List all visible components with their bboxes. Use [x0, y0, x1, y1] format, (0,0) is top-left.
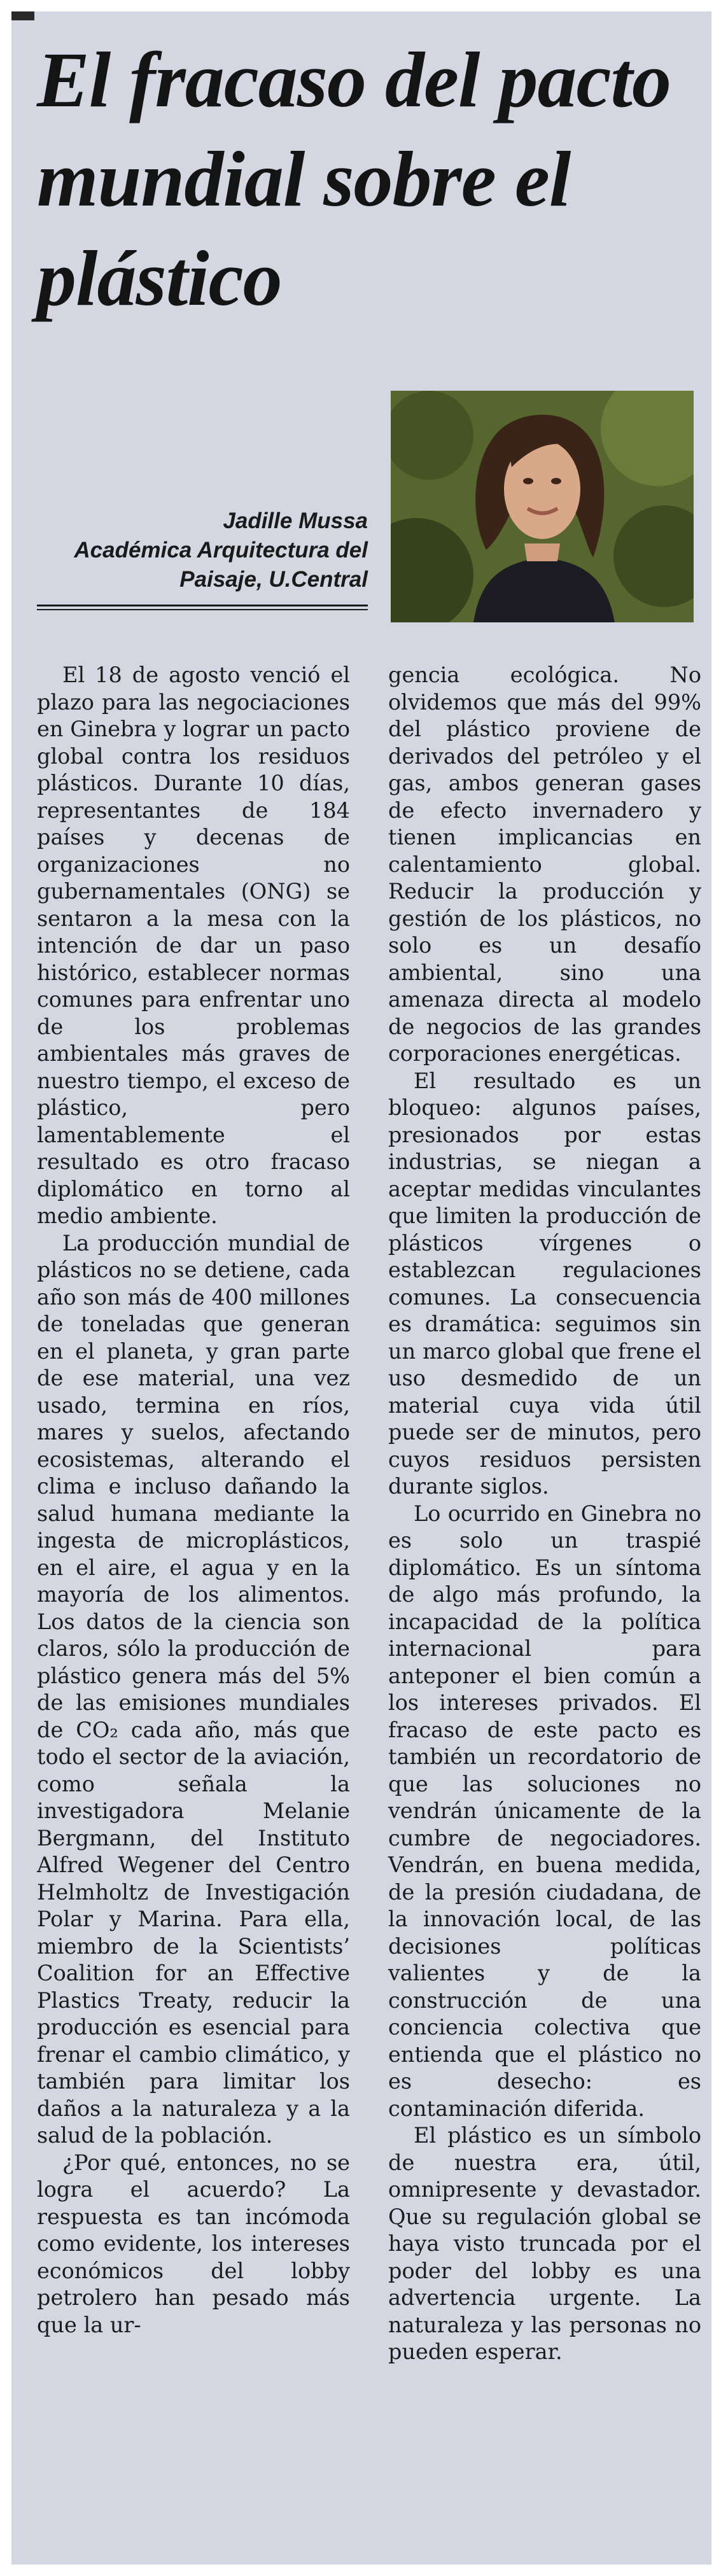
- paragraph: La producción mundial de plásticos no se detiene, cada año son más de 400 millones de toneladas que generan en el planeta, y gran parte de ese material, una vez usado, termina en ríos, mares y suelos, afectando ecosistemas, alterando el clima e incluso dañando la salud humana mediante la ingesta de microplásticos, en el aire, el agua y en la mayoría de los alimentos. Los datos de la ciencia son claros, sólo la producción de plástico genera más del 5% de las emisiones mundiales de CO₂ cada año, más que todo el sector de la aviación, como señala la investigadora Melanie Bergmann, del Instituto Alfred Wegener del Centro Helmholtz de Investigación Polar y Marina. Para ella, miembro de la Scientists’ Coalition for an Effective Plastics Treaty, reducir la producción es esencial para frenar el cambio climático, y también para limitar los daños a la naturaleza y a la salud de la población.: [37, 1230, 350, 2148]
- paragraph: El resultado es un bloqueo: algunos países, presionados por estas industrias, se niegan a aceptar medidas vinculantes que limiten la producción de plásticos vírgenes o establezcan regulaciones comunes. La consecuencia es dramática: seguimos sin un marco global que frene el uso desmedido de un material cuya vida útil puede ser de minutos, pero cuyos residuos persisten durante siglos.: [388, 1068, 701, 1499]
- byline: [37, 507, 368, 594]
- author-name: Jadille Mussa: [223, 508, 368, 533]
- newspaper-clipping: [11, 11, 711, 2565]
- headline: El fracaso del pacto mundial sobre el plástico: [37, 36, 671, 322]
- paragraph: Lo ocurrido en Ginebra no es solo un traspié diplomático. Es un síntoma de algo más profundo, la incapacidad de la política internacional para anteponer el bien común a los intereses privados. El fracaso de este pacto es también un recordatorio de que las soluciones no vendrán únicamente de la cumbre de negociadores. Vendrán, en buena medida, de la presión ciudadana, de la innovación local, de las decisiones políticas valientes y de la construcción de una conciencia colectiva que entienda que el plástico no es desecho: es contaminación diferida.: [388, 1501, 701, 2121]
- column-right: [388, 662, 701, 2366]
- corner-mark: [11, 11, 34, 20]
- paragraph: ¿Por qué, entonces, no se logra el acuerdo? La respuesta es tan incómoda como evidente, los intereses económicos del lobby petrolero han pesado más que la ur-: [37, 2150, 350, 2337]
- byline-divider: [37, 605, 368, 610]
- column-left: [37, 662, 350, 2339]
- paragraph: gencia ecológica. No olvidemos que más del 99% del plástico proviene de derivados del petróleo y el gas, ambos generan gases de efecto invernadero y tienen implicancias en calentamiento global. Reducir la producción y gestión de los plásticos, no solo es un desafío ambiental, sino una amenaza directa al modelo de negocios de las grandes corporaciones energéticas.: [388, 662, 701, 1066]
- paragraph: El 18 de agosto venció el plazo para las negociaciones en Ginebra y lograr un pacto global contra los residuos plásticos. Durante 10 días, representantes de 184 países y decenas de organizaciones no gubernamentales (ONG) se sentaron a la mesa con la intención de dar un paso histórico, establecer normas comunes para enfrentar uno de los problemas ambientales más graves de nuestro tiempo, el exceso de plástico, pero lamentablemente el resultado es otro fracaso diplomático en torno al medio ambiente.: [37, 662, 350, 1228]
- author-photo: [391, 391, 694, 622]
- author-role: Académica Arquitectura del Paisaje, U.Central: [74, 538, 368, 592]
- paragraph: El plástico es un símbolo de nuestra era, útil, omnipresente y devastador. Que su regulación global se haya visto truncada por el poder del lobby es una advertencia urgente. La naturaleza y las personas no pueden esperar.: [388, 2123, 701, 2364]
- portrait-photo-icon: [391, 391, 694, 622]
